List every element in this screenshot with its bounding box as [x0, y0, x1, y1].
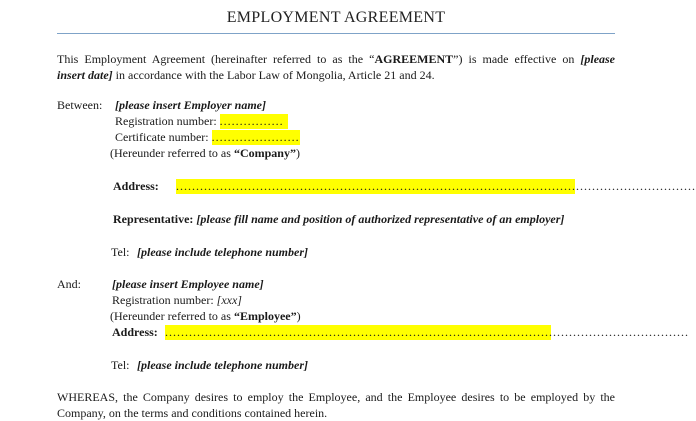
- employer-tel-placeholder[interactable]: [please include telephone number]: [137, 245, 308, 259]
- employer-address-field[interactable]: ..................................................................................................................................: [176, 179, 696, 193]
- employee-registration: [112, 293, 242, 308]
- intro-line-1: [57, 51, 615, 67]
- employee-address-wrap: [165, 325, 689, 340]
- employee-address-field[interactable]: ...................................................................................................................................: [165, 325, 689, 339]
- company-term: “Company”: [233, 146, 296, 160]
- document-title: EMPLOYMENT AGREEMENT: [226, 9, 446, 26]
- reference-text: (Hereunder referred to as: [110, 309, 234, 323]
- employer-tel-label: Tel:: [111, 245, 130, 259]
- employer-certificate: [115, 130, 300, 145]
- reference-text: ): [296, 309, 301, 323]
- employer-name-placeholder[interactable]: [please insert Employer name]: [115, 98, 266, 112]
- company-reference: [110, 146, 300, 161]
- whereas-line-2: Company, on the terms and conditions contained herein.: [57, 406, 328, 420]
- reference-text: ): [295, 146, 300, 160]
- date-placeholder-cont[interactable]: insert date]: [57, 68, 113, 82]
- employer-registration: [115, 114, 288, 129]
- employee-address-label: Address:: [112, 325, 158, 339]
- intro-line-2: [57, 67, 615, 83]
- registration-label: Registration number:: [115, 114, 220, 128]
- employee-tel-placeholder[interactable]: [please include telephone number]: [137, 358, 308, 372]
- and-label: And:: [57, 277, 81, 291]
- intro-text: in accordance with the Labor Law of Mongolia, Article 21 and 24.: [112, 68, 435, 82]
- representative-label: Representative:: [113, 212, 194, 226]
- agreement-term: AGREEMENT: [374, 52, 454, 66]
- employee-name-placeholder[interactable]: [please insert Employee name]: [112, 277, 264, 291]
- certificate-field[interactable]: ......................: [211, 130, 300, 144]
- between-label: Between:: [57, 98, 103, 112]
- date-placeholder[interactable]: [please: [580, 52, 616, 66]
- reference-text: (Hereunder referred to as: [110, 146, 234, 160]
- registration-label: Registration number:: [112, 293, 217, 307]
- employee-tel-label: Tel:: [111, 358, 130, 372]
- registration-field[interactable]: ................: [220, 114, 288, 129]
- whereas-line-1: WHEREAS, the Company desires to employ the Employee, and the Employee desires to be employed by the: [57, 390, 615, 404]
- employer-address-label: Address:: [113, 179, 159, 193]
- certificate-label: Certificate number:: [115, 130, 212, 144]
- intro-text: This Employment Agreement (hereinafter referred to as the “: [57, 52, 375, 66]
- employer-address-wrap: [176, 179, 696, 194]
- intro-text: ”) is made effective on: [453, 52, 581, 66]
- title-underline: [57, 33, 615, 34]
- employee-registration-placeholder[interactable]: [xxx]: [216, 293, 242, 307]
- representative-placeholder[interactable]: [please fill name and position of authorized representative of an employer]: [193, 212, 565, 226]
- employee-reference: [110, 309, 301, 324]
- employee-term: “Employee”: [233, 309, 297, 323]
- representative-row: [113, 212, 564, 227]
